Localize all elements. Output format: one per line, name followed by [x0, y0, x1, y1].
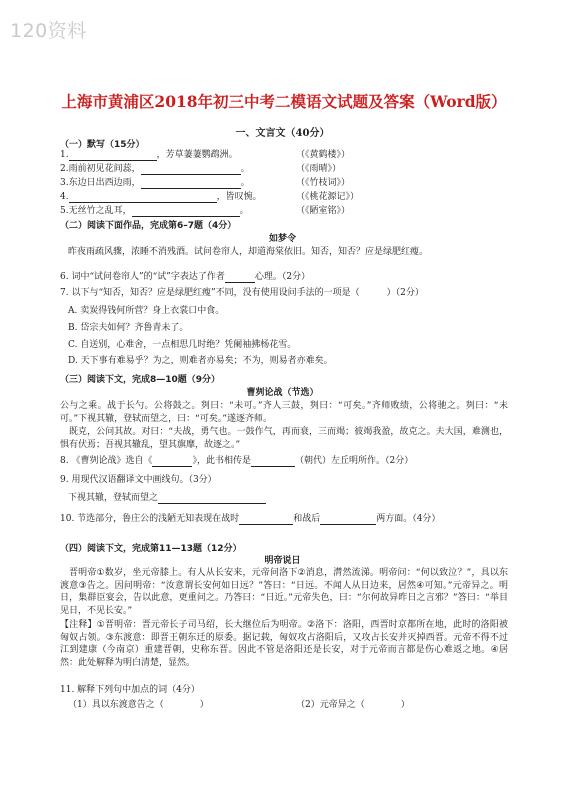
passage3-para2: 既克，公问其故。对曰：“夫战，勇气也。一鼓作气，再而衰，三而竭；彼竭我盈，故克之。夫大国，难测也，惧有伏焉；吾视其辙乱，望其旗靡，故逐之。” — [60, 427, 508, 450]
q11: 11. 解释下列句中加点的词（4分） — [60, 685, 200, 695]
q9: 9. 用现代汉语翻译文中画线句。（3分） — [60, 475, 217, 485]
passage3-title: 曹刿论战（节选） — [246, 388, 319, 398]
passage4-notes: 【注释】①晋明帝：晋元帝长子司马绍，长大继位后为明帝。②洛下：洛阳，西晋时京都所在地，此时的洛阳被匈奴占领。③东渡意：即晋王朝东迁的原委。据记载，匈奴攻占洛阳后，又攻占长安并灭掉西晋。元帝不得不过江到建康（今南京）重建晋朝，史称东晋。因此不管是洛阳还是长安，对于元帝而言都是伤心难返之地。④居然：此处解释为明白清楚，显然。 — [60, 620, 508, 668]
option-d: D. 天下事有难易乎？为之，则难者亦易矣；不为，则易者亦难矣。 — [68, 356, 333, 366]
poem-title: 如梦令 — [268, 234, 296, 244]
q2-row: 2.雨前初见花间蕊， 。 — [60, 164, 250, 174]
q5-row: 5.无丝竹之乱耳， 。 — [60, 206, 249, 216]
q2-source: （《雨晴》） — [296, 164, 342, 174]
passage4-para1: 晋明帝①数岁，坐元帝膝上。有人从长安来，元帝问洛下②消息，潸然流涕。明帝问：“何以致泣？”，具以东渡意③告之。因问明帝：“汝意谓长安何如日远？”答曰：“日远。不闻人从日边来，居然④可知。”元帝异之。明日，集群臣宴会，告以此意，更重问之。乃答曰：“日近。”元帝失色，曰：“尔何故异昨日之言邪？”答曰：“举目见日，不见长安。” — [60, 568, 508, 616]
q6: 6. 词中“试问卷帘人”的“试”字表达了作者 心理。（2分） — [60, 272, 311, 282]
q3-row: 3.东边日出西边雨， 。 — [60, 178, 250, 188]
part2-header: （二）阅读下面作品，完成第6–7题（4分） — [60, 221, 237, 231]
q4-row: 4. ，皆叹惋。 — [60, 192, 262, 202]
watermark: 120资料 — [10, 20, 87, 42]
q11-item1: （1）具以东渡意告之（ ） — [68, 700, 209, 710]
page-title: 上海市黄浦区2018年初三中考二模语文试题及答案（Word版） — [61, 92, 507, 111]
option-c: C. 自送别，心难舍，一点相思几时绝？凭阑袖拂杨花雪。 — [68, 340, 297, 350]
q7: 7. 以下与“知否，知否？应是绿肥红瘦”不同，没有使用设问手法的一项是（ ）（2分） — [60, 288, 424, 298]
q8: 8. 《曹刿论战》选自《 》，此书相传是 （朝代）左丘明所作。（2分） — [60, 456, 414, 466]
q9-sentence: 下视其辙，登轼而望之 — [68, 492, 266, 504]
poem-text: 昨夜雨疏风骤，浓睡不消残酒。试问卷帘人，却道海棠依旧。知否，知否？应是绿肥红瘦。 — [68, 247, 429, 257]
q1-row: 1. ，芳草萋萋鹦鹉洲。 — [60, 150, 238, 160]
q1-source: （《黄鹤楼》） — [296, 150, 351, 160]
q10: 10. 节选部分，鲁庄公的浅陋无知表现在战时 和战后 两方面。（4分） — [60, 514, 441, 524]
passage3-para1: 公与之乘。战于长勺。公将鼓之。刿曰：“未可。”齐人三鼓，刿曰：“可矣。”齐师败绩，公将驰之。刿曰：“未可。”下视其辙，登轼而望之，曰：“可矣。”遂逐齐师。 — [60, 401, 508, 424]
part3-header: （三）阅读下文，完成8—10题（9分） — [60, 375, 221, 385]
q3-source: （《竹枝词》） — [296, 178, 351, 188]
q11-item2: （2）元帝异之（ ） — [296, 700, 410, 710]
part4-header: （四）阅读下文，完成第11—13题（12分） — [60, 544, 242, 554]
option-b: B. 岱宗夫如何？齐鲁青未了。 — [68, 323, 189, 333]
passage4-title: 明帝说日 — [264, 556, 301, 566]
q4-source: （《桃花源记》） — [296, 192, 360, 202]
section-heading: 一、文言文（40分） — [235, 128, 330, 139]
option-a: A. 卖炭得钱何所营？身上衣裳口中食。 — [68, 306, 225, 316]
q5-source: （《陋室铭》） — [296, 206, 351, 216]
part1-header: （一）默写（15分） — [60, 140, 145, 150]
